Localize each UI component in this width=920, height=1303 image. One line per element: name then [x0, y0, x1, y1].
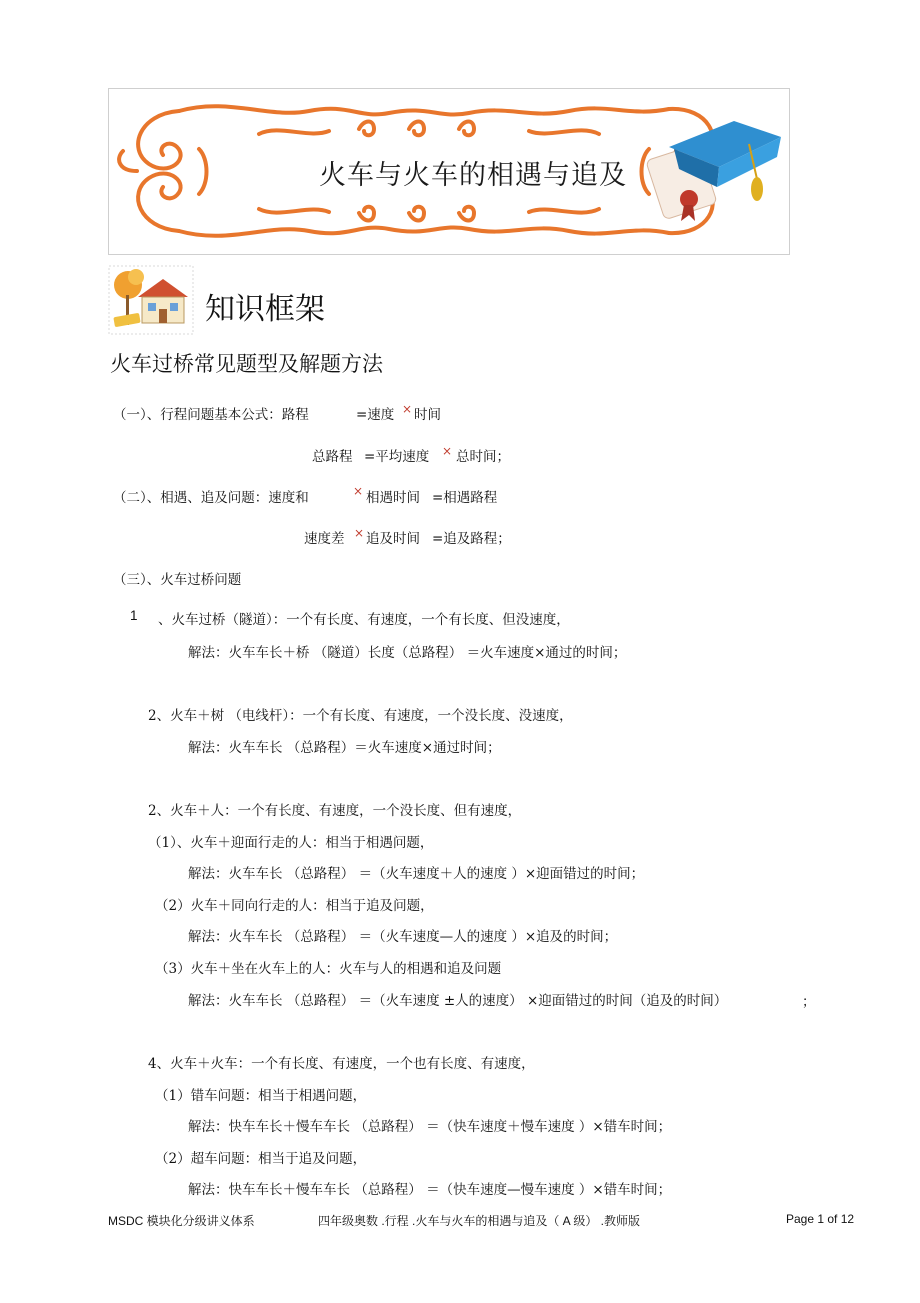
line-8: 2、火车＋树 （电线杆）：一个有长度、有速度，一个没长度、没速度，: [148, 708, 573, 724]
line-13: （2）火车＋同向行走的人：相当于追及问题，: [155, 898, 434, 914]
line-16: 解法：火车车长 （总路程） ＝（火车速度 ±人的速度） ×迎面错过的时间（追及的时间）: [188, 993, 728, 1009]
line-1a: （一）、行程问题基本公式：路程: [113, 407, 309, 423]
line-5: （三）、火车过桥问题: [113, 572, 242, 588]
line-3c: =相遇路程: [432, 490, 498, 506]
line-20: （2）超车问题：相当于追及问题，: [155, 1151, 367, 1167]
line-21: 解法：快车车长＋慢车车长 （总路程） ＝（快车速度—慢车速度 ）×错车时间；: [188, 1182, 672, 1198]
line-10: 2、火车＋人：一个有长度、有速度，一个没长度、但有速度，: [148, 803, 522, 819]
line-2a: 总路程: [312, 449, 353, 465]
page-title: 火车与火车的相遇与追及: [319, 160, 627, 191]
line-12: 解法：火车车长 （总路程） ＝（火车速度＋人的速度 ）×迎面错过的时间；: [188, 866, 645, 882]
footer-center: 四年级奥数 .行程 .火车与火车的相遇与追及（ A 级） .教师版: [318, 1214, 641, 1228]
subtitle: 火车过桥常见题型及解题方法: [110, 352, 383, 376]
times-icon: ×: [402, 402, 413, 416]
footer-page-number: Page 1 of 12: [786, 1212, 855, 1226]
line-9: 解法：火车车长 （总路程）＝火车速度×通过时间；: [188, 740, 501, 756]
line-6: 、火车过桥（隧道）：一个有长度、有速度，一个有长度、但没速度，: [158, 612, 570, 628]
line-18: （1）错车问题：相当于相遇问题，: [155, 1088, 367, 1104]
footer-left: MSDC 模块化分级讲义体系: [108, 1214, 255, 1228]
line-1c: 时间: [414, 407, 441, 423]
line-15: （3）火车＋坐在火车上的人：火车与人的相遇和追及问题: [155, 961, 502, 977]
times-icon: ×: [353, 484, 364, 498]
line-1b: =速度: [356, 407, 395, 423]
line-4b: 追及时间: [366, 531, 420, 547]
line-4c: =追及路程；: [432, 531, 511, 547]
title-banner: [108, 88, 790, 255]
times-icon: ×: [354, 526, 365, 540]
line-7: 解法：火车车长＋桥 （隧道）长度（总路程） ＝火车速度×通过的时间；: [188, 645, 627, 661]
line-19: 解法：快车车长＋慢车车长 （总路程） ＝（快车速度＋慢车速度 ）×错车时间；: [188, 1119, 672, 1135]
line-2b: =平均速度: [364, 449, 430, 465]
school-house-icon: [108, 265, 194, 335]
line-16-end: ；: [802, 994, 816, 1010]
section-title: 知识框架: [205, 292, 325, 327]
line-3b: 相遇时间: [366, 490, 420, 506]
line-4a: 速度差: [304, 531, 345, 547]
line-3a: （二）、相遇、追及问题：速度和: [113, 490, 309, 506]
line-14: 解法：火车车长 （总路程） ＝（火车速度—人的速度 ）×追及的时间；: [188, 929, 618, 945]
line-17: 4、火车＋火车：一个有长度、有速度，一个也有长度、有速度，: [148, 1056, 535, 1072]
line-11: （1）、火车＋迎面行走的人：相当于相遇问题，: [148, 835, 434, 851]
line-2c: 总时间；: [456, 449, 510, 465]
times-icon: ×: [442, 444, 453, 458]
line-6-num: 1: [130, 608, 138, 623]
